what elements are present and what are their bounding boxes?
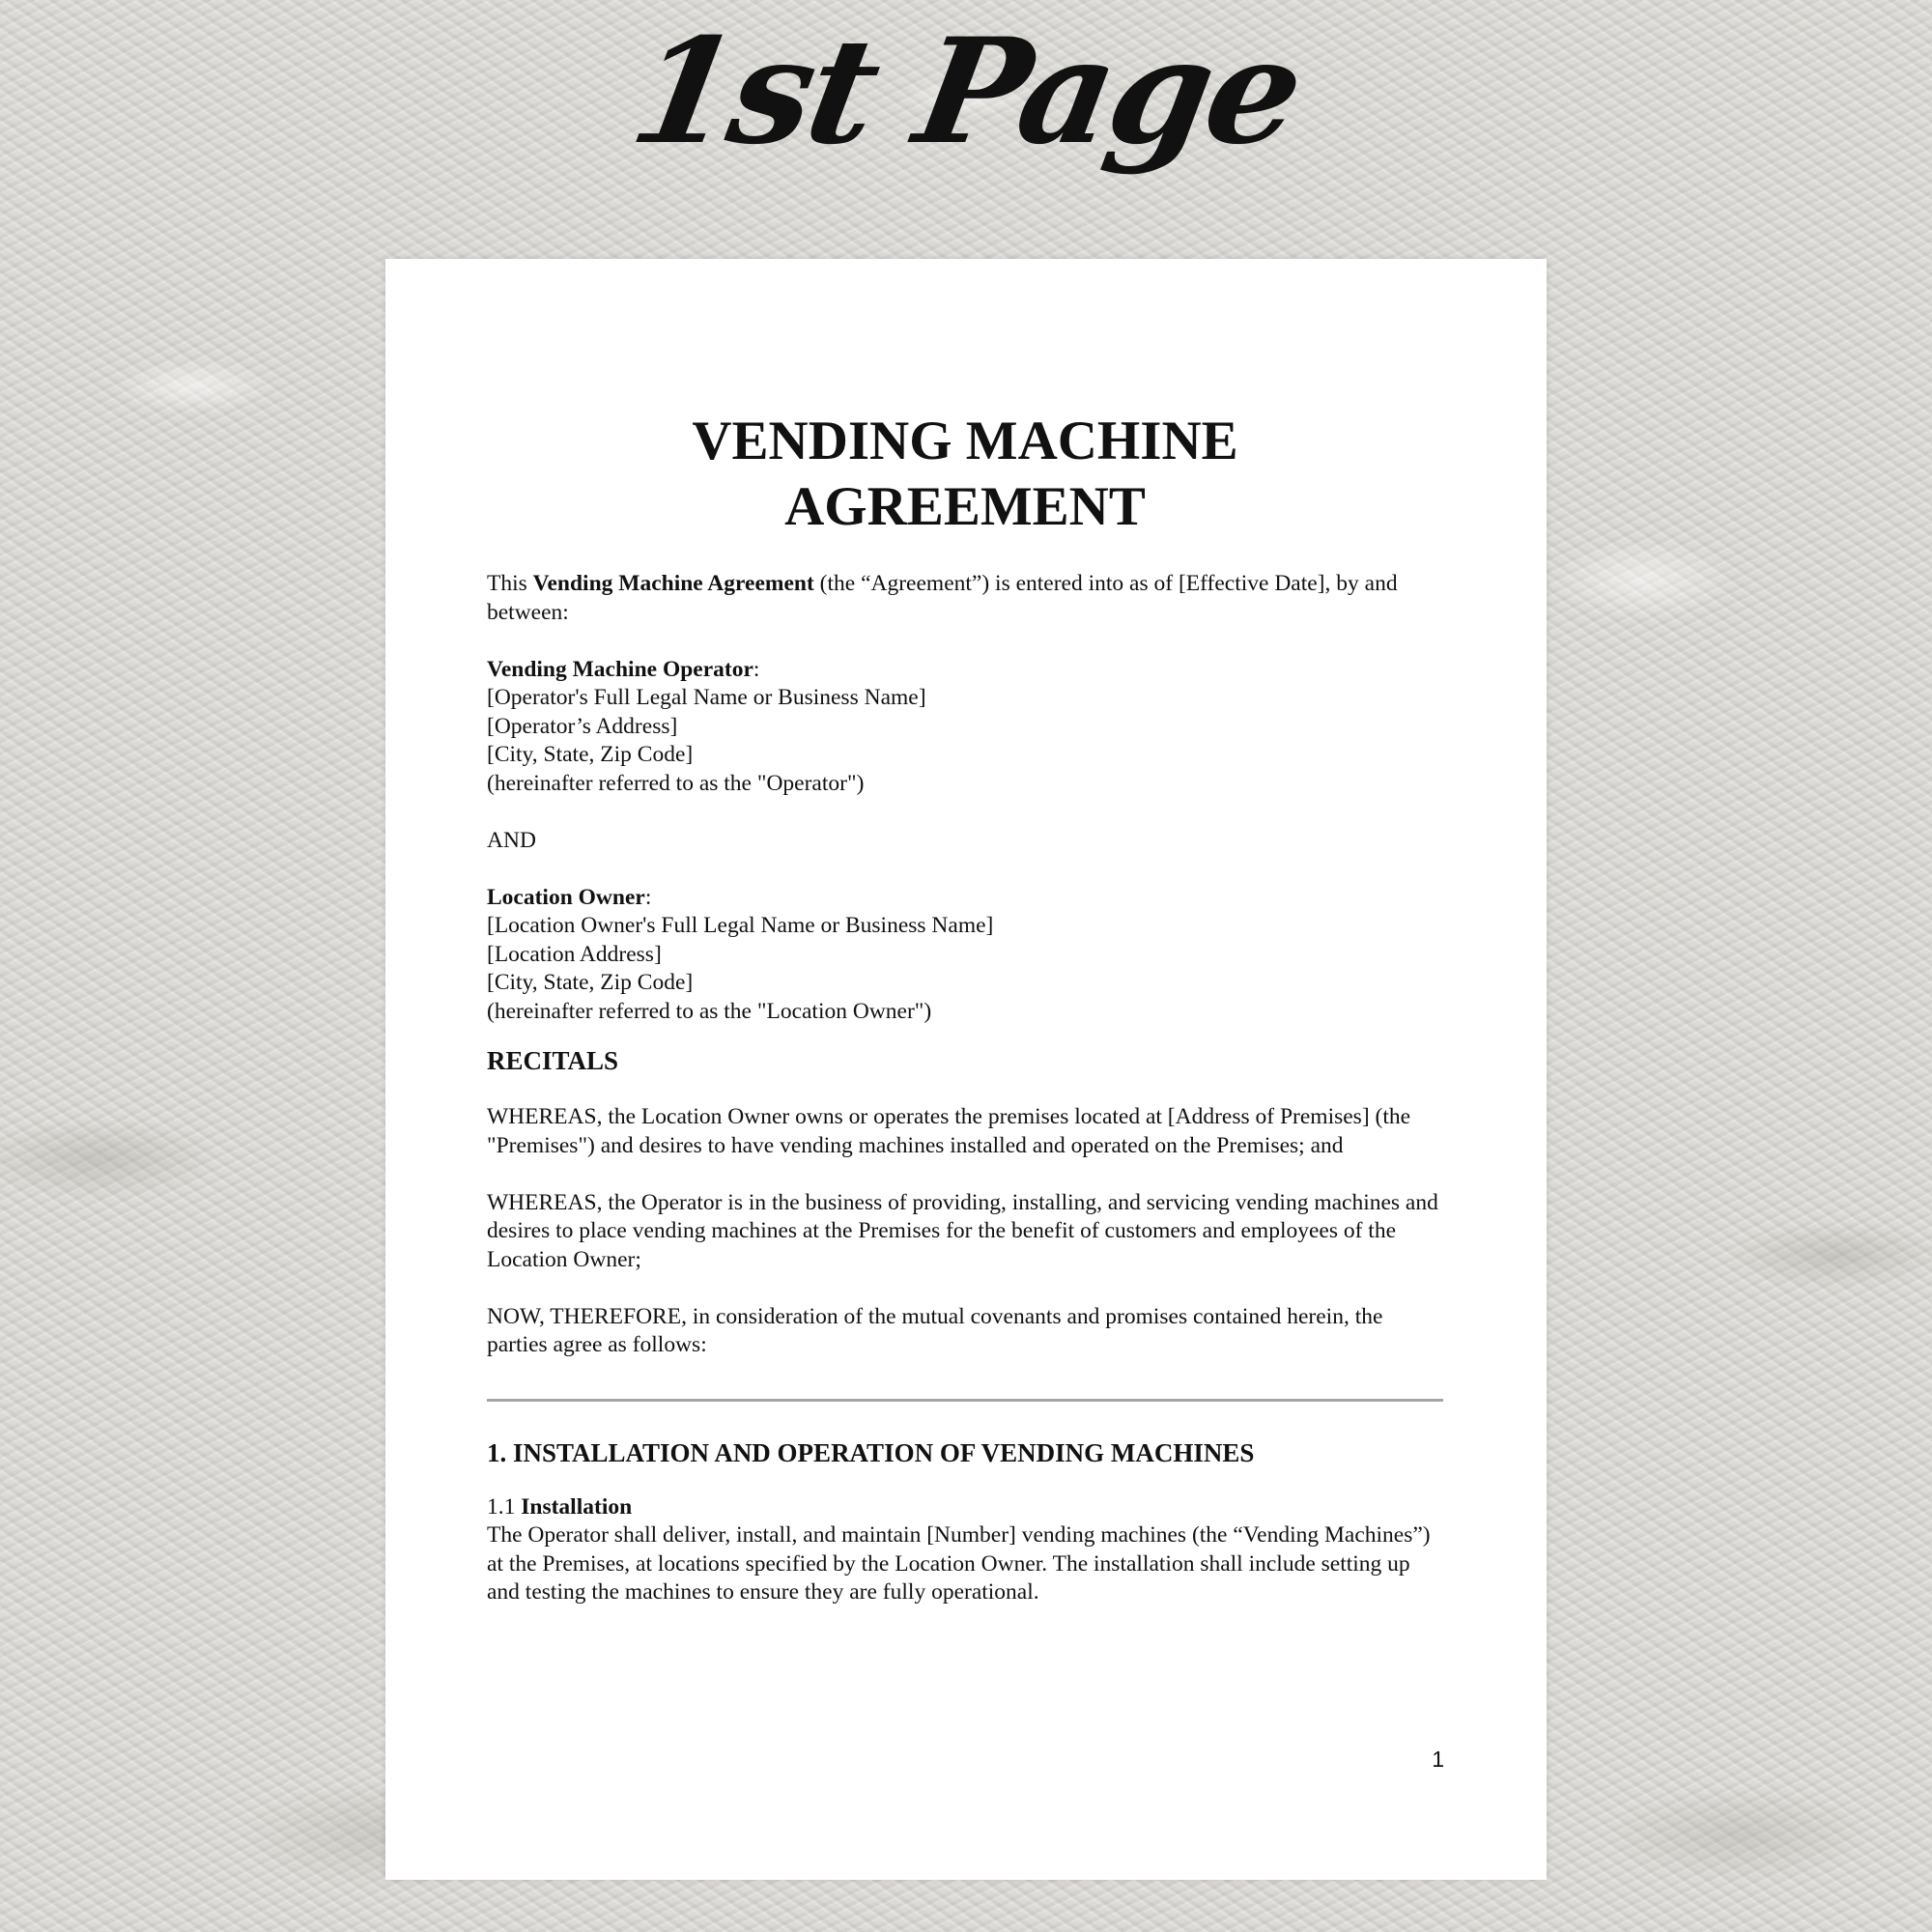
operator-line: [Operator's Full Legal Name or Business Name]	[487, 685, 926, 710]
subsection-heading: Installation	[521, 1493, 633, 1520]
subsection-1-1-heading-line	[487, 1493, 1443, 1522]
recital-paragraph: WHEREAS, the Operator is in the business of providing, installing, and servicing vending machines and desires to place vending machines at the Premises for the benefit of customers and employees of the Location Owner;	[487, 1189, 1438, 1272]
operator-block	[487, 656, 1443, 799]
document-content	[487, 409, 1443, 1607]
title-line-1: VENDING MACHINE	[692, 411, 1238, 471]
operator-heading: Vending Machine Operator	[487, 656, 753, 682]
subsection-number: 1.1	[487, 1493, 522, 1520]
operator-heading-colon: :	[753, 656, 760, 682]
intro-bold: Vending Machine Agreement	[532, 571, 814, 596]
page-label-script: 1st Page	[620, 7, 1312, 177]
recital-paragraph: NOW, THEREFORE, in consideration of the mutual covenants and promises contained herein, the parties agree as follows:	[487, 1303, 1383, 1357]
recital-paragraph: WHEREAS, the Location Owner owns or operates the premises located at [Address of Premises] (the "Premises") and desires to have vending machines installed and operated on the Premises; and	[487, 1104, 1411, 1158]
section-1-heading: 1. INSTALLATION AND OPERATION OF VENDING MACHINES	[487, 1437, 1255, 1467]
operator-line: [City, State, Zip Code]	[487, 742, 694, 767]
subsection-1-1-body: The Operator shall deliver, install, and maintain [Number] vending machines (the “Vending Machines”) at the Premises, at locations specified by the Location Owner. The installation shall include setting up and testing the machines to ensure they are fully operational.	[487, 1522, 1431, 1605]
location-owner-line: [Location Owner's Full Legal Name or Business Name]	[487, 913, 994, 938]
location-owner-line: (hereinafter referred to as the "Location Owner")	[487, 998, 932, 1024]
location-owner-line: [Location Address]	[487, 941, 662, 967]
document-title	[487, 409, 1443, 540]
operator-line: (hereinafter referred to as the "Operator")	[487, 770, 865, 796]
recitals-heading: RECITALS	[487, 1046, 619, 1075]
location-owner-heading-colon: :	[644, 884, 652, 910]
and-separator: AND	[487, 827, 536, 853]
location-owner-line: [City, State, Zip Code]	[487, 970, 694, 995]
location-owner-heading-line	[487, 884, 1443, 913]
operator-line: [Operator’s Address]	[487, 713, 678, 739]
document-page	[385, 259, 1547, 1880]
section-divider	[487, 1399, 1443, 1402]
location-owner-heading: Location Owner	[487, 884, 645, 910]
intro-suffix: (the “Agreement”) is entered into as of [Effective Date], by and between:	[487, 571, 1398, 625]
location-owner-block	[487, 884, 1443, 1027]
intro-paragraph	[487, 570, 1443, 627]
title-line-2: AGREEMENT	[784, 476, 1146, 537]
operator-heading-line	[487, 656, 1443, 685]
intro-prefix: This	[487, 571, 533, 596]
page-number: 1	[1432, 1747, 1444, 1772]
